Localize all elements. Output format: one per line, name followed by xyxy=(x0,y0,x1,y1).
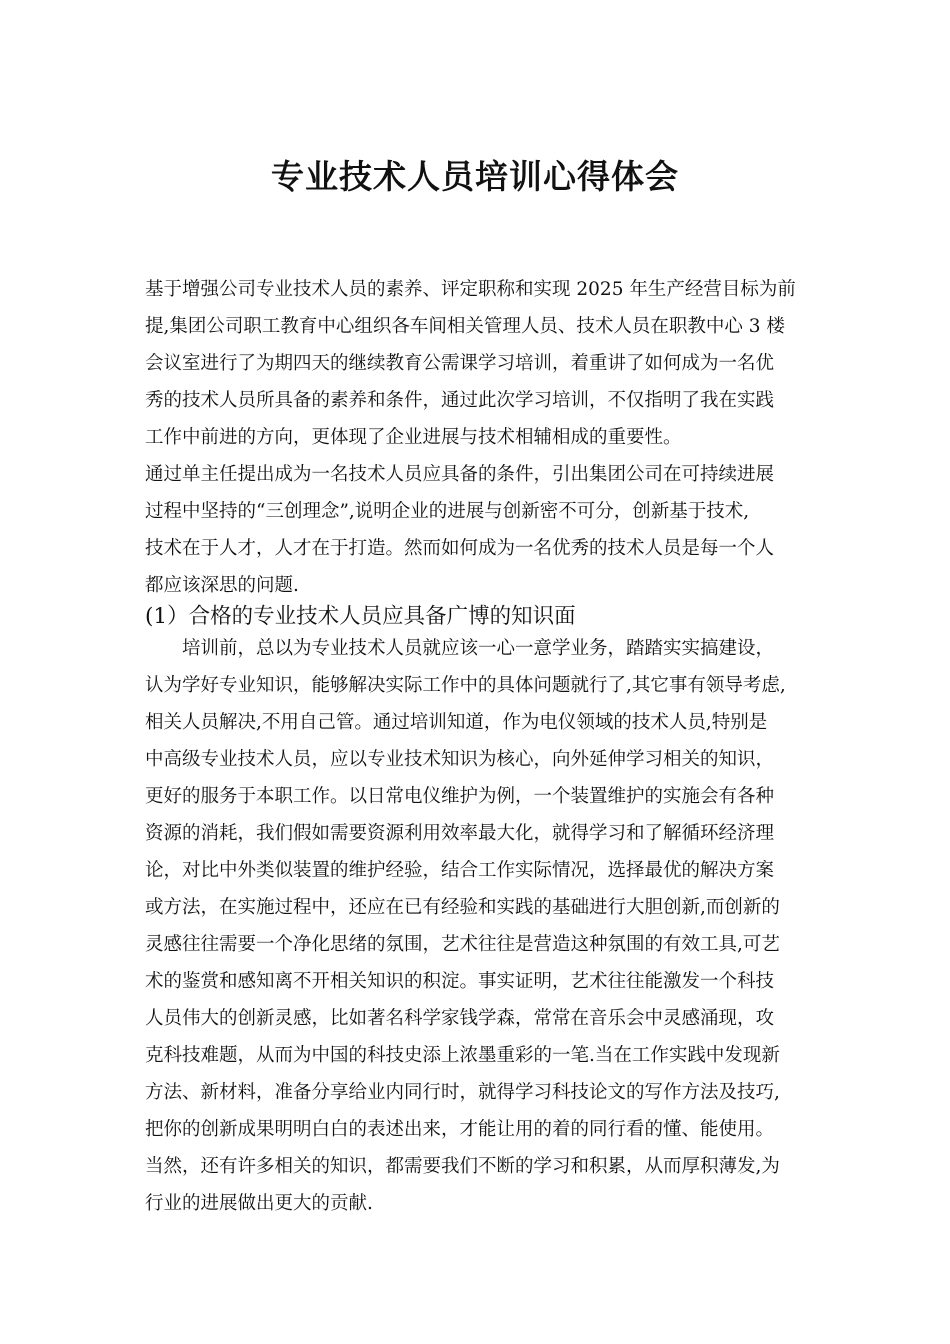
paragraph-line: 认为学好专业知识，能够解决实际工作中的具体问题就行了,其它事有领导考虑, xyxy=(145,675,786,696)
paragraph-1 xyxy=(145,271,825,456)
paragraph-line: 过程中坚持的“三创理念”,说明企业的进展与创新密不可分，创新基于技术, xyxy=(145,501,750,522)
paragraph-2 xyxy=(145,456,825,604)
paragraph-line: 秀的技术人员所具备的素养和条件，通过此次学习培训，不仅指明了我在实践 xyxy=(145,390,775,411)
paragraph-line: 会议室进行了为期四天的继续教育公需课学习培训，着重讲了如何成为一名优 xyxy=(145,353,775,374)
paragraph-line: 都应该深思的问题. xyxy=(145,575,299,596)
document-body xyxy=(145,271,825,1222)
paragraph-line: 论，对比中外类似装置的维护经验，结合工作实际情况，选择最优的解决方案 xyxy=(145,860,775,881)
paragraph-line: 行业的进展做出更大的贡献. xyxy=(145,1193,373,1214)
paragraph-line: 方法、新材料，准备分享给业内同行时，就得学习科技论文的写作方法及技巧, xyxy=(145,1082,780,1103)
paragraph-line: 当然，还有许多相关的知识，都需要我们不断的学习和积累，从而厚积薄发,为 xyxy=(145,1156,780,1177)
paragraph-line: 术的鉴赏和感知离不开相关知识的积淀。事实证明，艺术往往能激发一个科技 xyxy=(145,971,775,992)
paragraph-line: 技术在于人才，人才在于打造。然而如何成为一名优秀的技术人员是每一个人 xyxy=(145,538,775,559)
paragraph-3 xyxy=(145,630,825,1222)
paragraph-line: 克科技难题，从而为中国的科技史添上浓墨重彩的一笔.当在工作实践中发现新 xyxy=(145,1045,780,1066)
paragraph-line: 中高级专业技术人员，应以专业技术知识为核心，向外延伸学习相关的知识， xyxy=(145,749,775,770)
paragraph-line: 把你的创新成果明明白白的表述出来，才能让用的着的同行看的懂、能使用。 xyxy=(145,1119,775,1140)
paragraph-line: 提,集团公司职工教育中心组织各车间相关管理人员、技术人员在职教中心 3 楼 xyxy=(145,316,785,337)
section-heading: (1）合格的专业技术人员应具备广博的知识面 xyxy=(145,604,576,629)
paragraph-line: 更好的服务于本职工作。以日常电仪维护为例，一个装置维护的实施会有各种 xyxy=(145,786,775,807)
paragraph-line: 培训前，总以为专业技术人员就应该一心一意学业务，踏踏实实搞建设， xyxy=(182,638,775,659)
paragraph-line: 人员伟大的创新灵感，比如著名科学家钱学森，常常在音乐会中灵感涌现，攻 xyxy=(145,1008,775,1029)
paragraph-line: 通过单主任提出成为一名技术人员应具备的条件，引出集团公司在可持续进展 xyxy=(145,464,775,485)
paragraph-line: 基于增强公司专业技术人员的素养、评定职称和实现 2025 年生产经营目标为前 xyxy=(145,279,796,300)
paragraph-line: 相关人员解决,不用自己管。通过培训知道，作为电仪领域的技术人员,特别是 xyxy=(145,712,768,733)
paragraph-line: 工作中前进的方向，更体现了企业进展与技术相辅相成的重要性。 xyxy=(145,427,682,448)
paragraph-line: 灵感往往需要一个净化思绪的氛围，艺术往往是营造这种氛围的有效工具,可艺 xyxy=(145,934,780,955)
document-title: 专业技术人员培训心得体会 xyxy=(271,157,679,196)
paragraph-line: 或方法，在实施过程中，还应在已有经验和实践的基础进行大胆创新,而创新的 xyxy=(145,897,780,918)
paragraph-line: 资源的消耗，我们假如需要资源利用效率最大化，就得学习和了解循环经济理 xyxy=(145,823,775,844)
